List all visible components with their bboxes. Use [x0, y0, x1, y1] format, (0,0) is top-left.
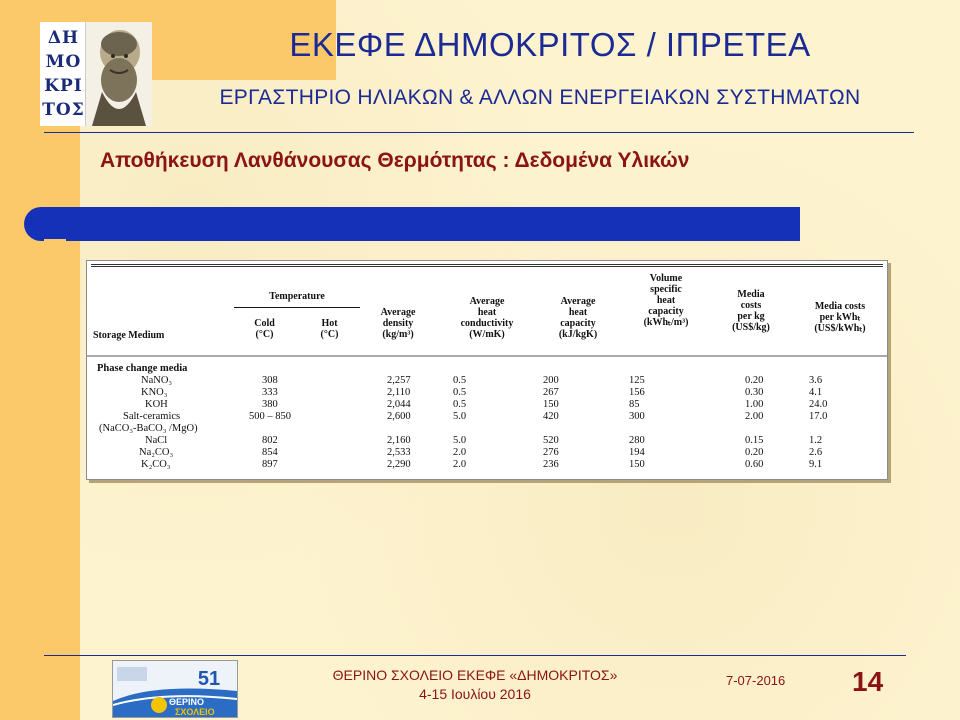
header-volume-heat-capacity	[627, 273, 705, 328]
cell-volcap: 150	[629, 459, 645, 470]
header-cold	[237, 318, 292, 340]
cell-volcap: 280	[629, 435, 645, 446]
header-heat-capacity	[542, 296, 614, 340]
header-storage-medium: Storage Medium	[93, 330, 165, 341]
header-text: (W/mK)	[469, 329, 505, 340]
cell-capacity: 236	[543, 459, 559, 470]
header-text: capacity	[648, 306, 684, 317]
header-conductivity	[445, 296, 529, 340]
cell-medium: NaNO₃	[141, 375, 173, 386]
cell-cost-kg: 1.00	[745, 399, 764, 410]
school-badge-word: ΣΧΟΛΕΙΟ	[175, 707, 215, 717]
cell-medium: Na₂CO₃	[139, 447, 174, 458]
cell-cost-kwh: 2.6	[809, 447, 823, 458]
page-title: ΕΚΕΦΕ ΔΗΜΟΚΡΙΤΟΣ / ΙΠΡΕΤΕΑ	[289, 26, 811, 63]
cell-volcap: 194	[629, 447, 645, 458]
cell-capacity: 276	[543, 447, 559, 458]
cell-cost-kwh: 24.0	[809, 399, 828, 410]
cell-conductivity: 0.5	[453, 375, 467, 386]
header-text: Average	[380, 307, 416, 318]
cell-density: 2,290	[387, 459, 411, 470]
cell-conductivity: 2.0	[453, 447, 467, 458]
cell-density: 2,257	[387, 375, 411, 386]
cell-temp: 897	[262, 459, 278, 470]
cell-volcap: 85	[629, 399, 640, 410]
header-text: capacity	[560, 318, 596, 329]
cell-medium: KOH	[145, 399, 168, 410]
header-text: heat	[568, 307, 588, 318]
footer-divider	[44, 655, 906, 656]
cell-capacity: 520	[543, 435, 559, 446]
cell-medium: (NaCO₃-BaCO₃ /MgO)	[99, 423, 198, 434]
cell-cost-kg: 2.00	[745, 411, 764, 422]
school-badge-number: 51	[197, 668, 221, 690]
header-text: costs	[740, 300, 762, 311]
cell-conductivity: 0.5	[453, 399, 467, 410]
header-text: Average	[560, 296, 596, 307]
header-text: Volume	[649, 273, 683, 284]
cell-conductivity: 2.0	[453, 459, 467, 470]
header-text: Hot	[321, 318, 338, 329]
header-text: per kWhₜ	[819, 312, 861, 323]
cell-volcap: 300	[629, 411, 645, 422]
header-hot	[302, 318, 357, 340]
header-temperature: Temperature	[269, 291, 325, 302]
cell-cost-kg: 0.30	[745, 387, 764, 398]
header-text: (°C)	[255, 329, 274, 340]
cell-medium: NaCl	[145, 435, 168, 446]
decorative-blue-bar	[24, 207, 800, 241]
cell-volcap: 125	[629, 375, 645, 386]
temperature-rule	[234, 307, 360, 308]
header-text: (kWhₜ/m³)	[643, 317, 689, 328]
cell-cost-kwh: 4.1	[809, 387, 823, 398]
cell-capacity: 200	[543, 375, 559, 386]
cell-volcap: 156	[629, 387, 645, 398]
header-text: (°C)	[320, 329, 339, 340]
slide-number: 14	[852, 666, 884, 697]
footer-school-dates: 4-15 Ιουλίου 2016	[419, 686, 531, 702]
cell-capacity: 150	[543, 399, 559, 410]
cell-temp: 802	[262, 435, 278, 446]
cell-medium: K₂CO₃	[141, 459, 171, 470]
cell-capacity: 267	[543, 387, 559, 398]
header-text: Media costs	[814, 301, 866, 312]
header-text: Media	[737, 289, 765, 300]
cell-density: 2,044	[387, 399, 411, 410]
header-text: per kg	[737, 311, 765, 322]
footer-date: 7-07-2016	[726, 673, 786, 688]
logo-letter-line: ΤΟΣ	[42, 100, 85, 120]
cell-cost-kg: 0.20	[745, 375, 764, 386]
group-label: Phase change media	[97, 363, 188, 374]
decorative-bar-notch	[44, 239, 66, 241]
header-text: Average	[469, 296, 505, 307]
cell-cost-kg: 0.60	[745, 459, 764, 470]
cell-temp: 380	[262, 399, 278, 410]
header-text: Cold	[254, 318, 275, 329]
cell-conductivity: 0.5	[453, 387, 467, 398]
democritus-bust-icon	[86, 22, 152, 126]
header-text: specific	[650, 284, 682, 295]
header-cost-per-kwh	[799, 301, 881, 334]
cell-conductivity: 5.0	[453, 435, 467, 446]
header-text: (kg/m³)	[382, 329, 414, 340]
page-subtitle: ΕΡΓΑΣΤΗΡΙΟ ΗΛΙΑΚΩΝ & ΑΛΛΩΝ ΕΝΕΡΓΕΙΑΚΩΝ ΣΥΣΤΗΜΑΤΩΝ	[219, 86, 861, 109]
logo-letter-line: ΜΟ	[45, 52, 82, 72]
cell-cost-kwh: 1.2	[809, 435, 823, 446]
cell-medium: KNO₃	[141, 387, 168, 398]
table-header	[87, 261, 887, 357]
cell-temp: 854	[262, 447, 278, 458]
summer-school-logo	[112, 660, 238, 718]
cell-temp: 308	[262, 375, 278, 386]
logo-letter-line: ΔΗ	[47, 28, 80, 48]
materials-data-table	[86, 260, 888, 480]
cell-medium: Salt-ceramics	[123, 411, 181, 422]
cell-temp: 333	[262, 387, 278, 398]
header-cost-per-kg	[717, 289, 785, 333]
cell-density: 2,110	[387, 387, 411, 398]
section-title: Αποθήκευση Λανθάνουσας Θερμότητας : Δεδομένα Υλικών	[100, 149, 690, 172]
cell-temp: 500 – 850	[249, 411, 291, 422]
cell-cost-kg: 0.20	[745, 447, 764, 458]
header-text: (US$/kWhₜ)	[814, 323, 866, 334]
header-divider	[44, 132, 914, 133]
cell-capacity: 420	[543, 411, 559, 422]
cell-conductivity: 5.0	[453, 411, 467, 422]
header-text: (kJ/kgK)	[558, 329, 598, 340]
logo-letters	[42, 22, 86, 126]
cell-density: 2,533	[387, 447, 411, 458]
cell-cost-kwh: 3.6	[809, 375, 823, 386]
footer-school-name: ΘΕΡΙΝΟ ΣΧΟΛΕΙΟ ΕΚΕΦΕ «ΔΗΜΟΚΡΙΤΟΣ»	[332, 667, 618, 683]
cell-cost-kwh: 17.0	[809, 411, 828, 422]
header-text: heat	[656, 295, 676, 306]
cell-density: 2,160	[387, 435, 411, 446]
header-text: density	[382, 318, 414, 329]
cell-density: 2,600	[387, 411, 411, 422]
summer-school-badge-icon	[113, 661, 237, 717]
header-density	[367, 307, 429, 340]
cell-cost-kg: 0.15	[745, 435, 764, 446]
logo-letter-line: ΚΡΙ	[44, 76, 83, 96]
header-text: heat	[477, 307, 497, 318]
header-text: (US$/kg)	[732, 322, 770, 333]
cell-cost-kwh: 9.1	[809, 459, 823, 470]
school-badge-word: ΘΕΡΙΝΟ	[169, 697, 205, 707]
header-text: conductivity	[460, 318, 514, 329]
demokritos-logo	[40, 22, 152, 126]
